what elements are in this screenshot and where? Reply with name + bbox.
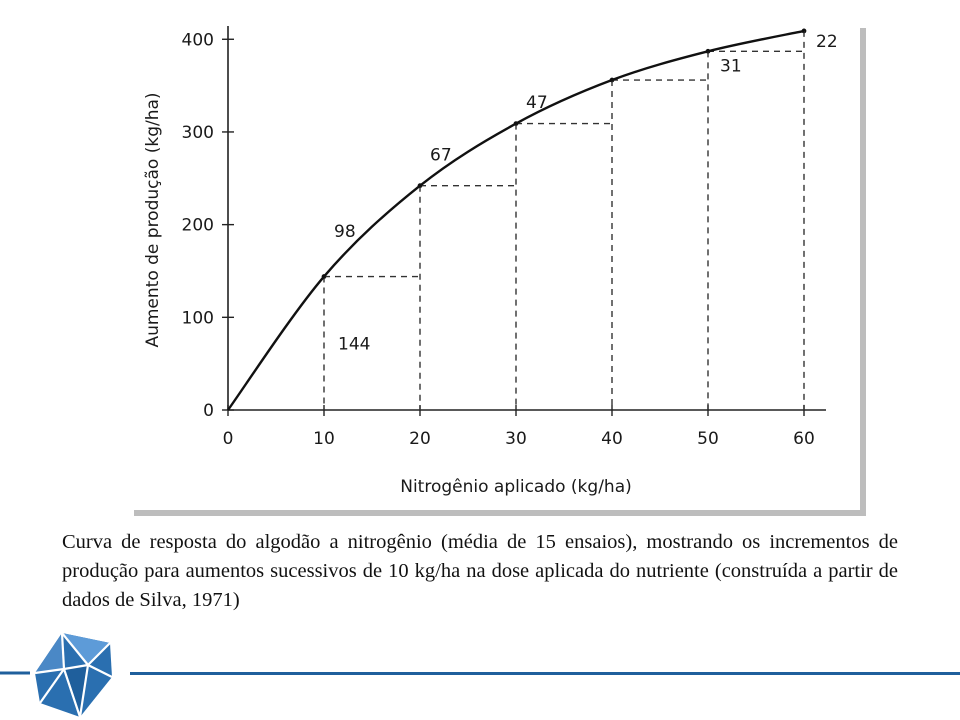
response-curve: [228, 31, 804, 410]
x-axis-title: Nitrogênio aplicado (kg/ha): [400, 477, 632, 497]
increment-label: 98: [334, 222, 356, 243]
figure-caption: Curva de resposta do algodão a nitrogênio (média de 15 ensaios), mostrando os incrementos de produção para aumentos sucessivos de 10 kg/ha na dose aplicada do nutriente (construída a partir de dados de Silva, 1971): [62, 531, 898, 611]
y-tick-label: 200: [181, 215, 214, 236]
x-tick-label: 10: [313, 429, 335, 449]
x-tick-label: 20: [409, 429, 431, 449]
figure-panel: [128, 22, 860, 510]
x-tick-label: 40: [601, 429, 623, 449]
increment-label: 144: [338, 334, 371, 355]
y-tick-label: 0: [203, 401, 214, 421]
increment-guides: [322, 29, 807, 410]
y-axis-title: Aumento de produção (kg/ha): [143, 92, 163, 348]
y-tick-label: 400: [181, 30, 214, 51]
x-tick-label: 0: [222, 429, 234, 449]
x-tick-label: 60: [793, 429, 815, 449]
university-logo: [0, 625, 130, 720]
x-tick-label: 50: [697, 429, 719, 449]
y-tick-label: 300: [181, 122, 214, 143]
increment-label: 67: [430, 145, 452, 166]
increment-label: 47: [526, 92, 548, 113]
footer-rule: [130, 672, 960, 675]
increment-label: 22: [816, 32, 838, 53]
y-tick-label: 100: [181, 308, 214, 329]
axes: [182, 26, 826, 449]
x-tick-label: 30: [505, 429, 527, 449]
increment-label: 31: [720, 56, 742, 77]
chart: [128, 22, 860, 510]
chart-labels: [143, 32, 838, 497]
